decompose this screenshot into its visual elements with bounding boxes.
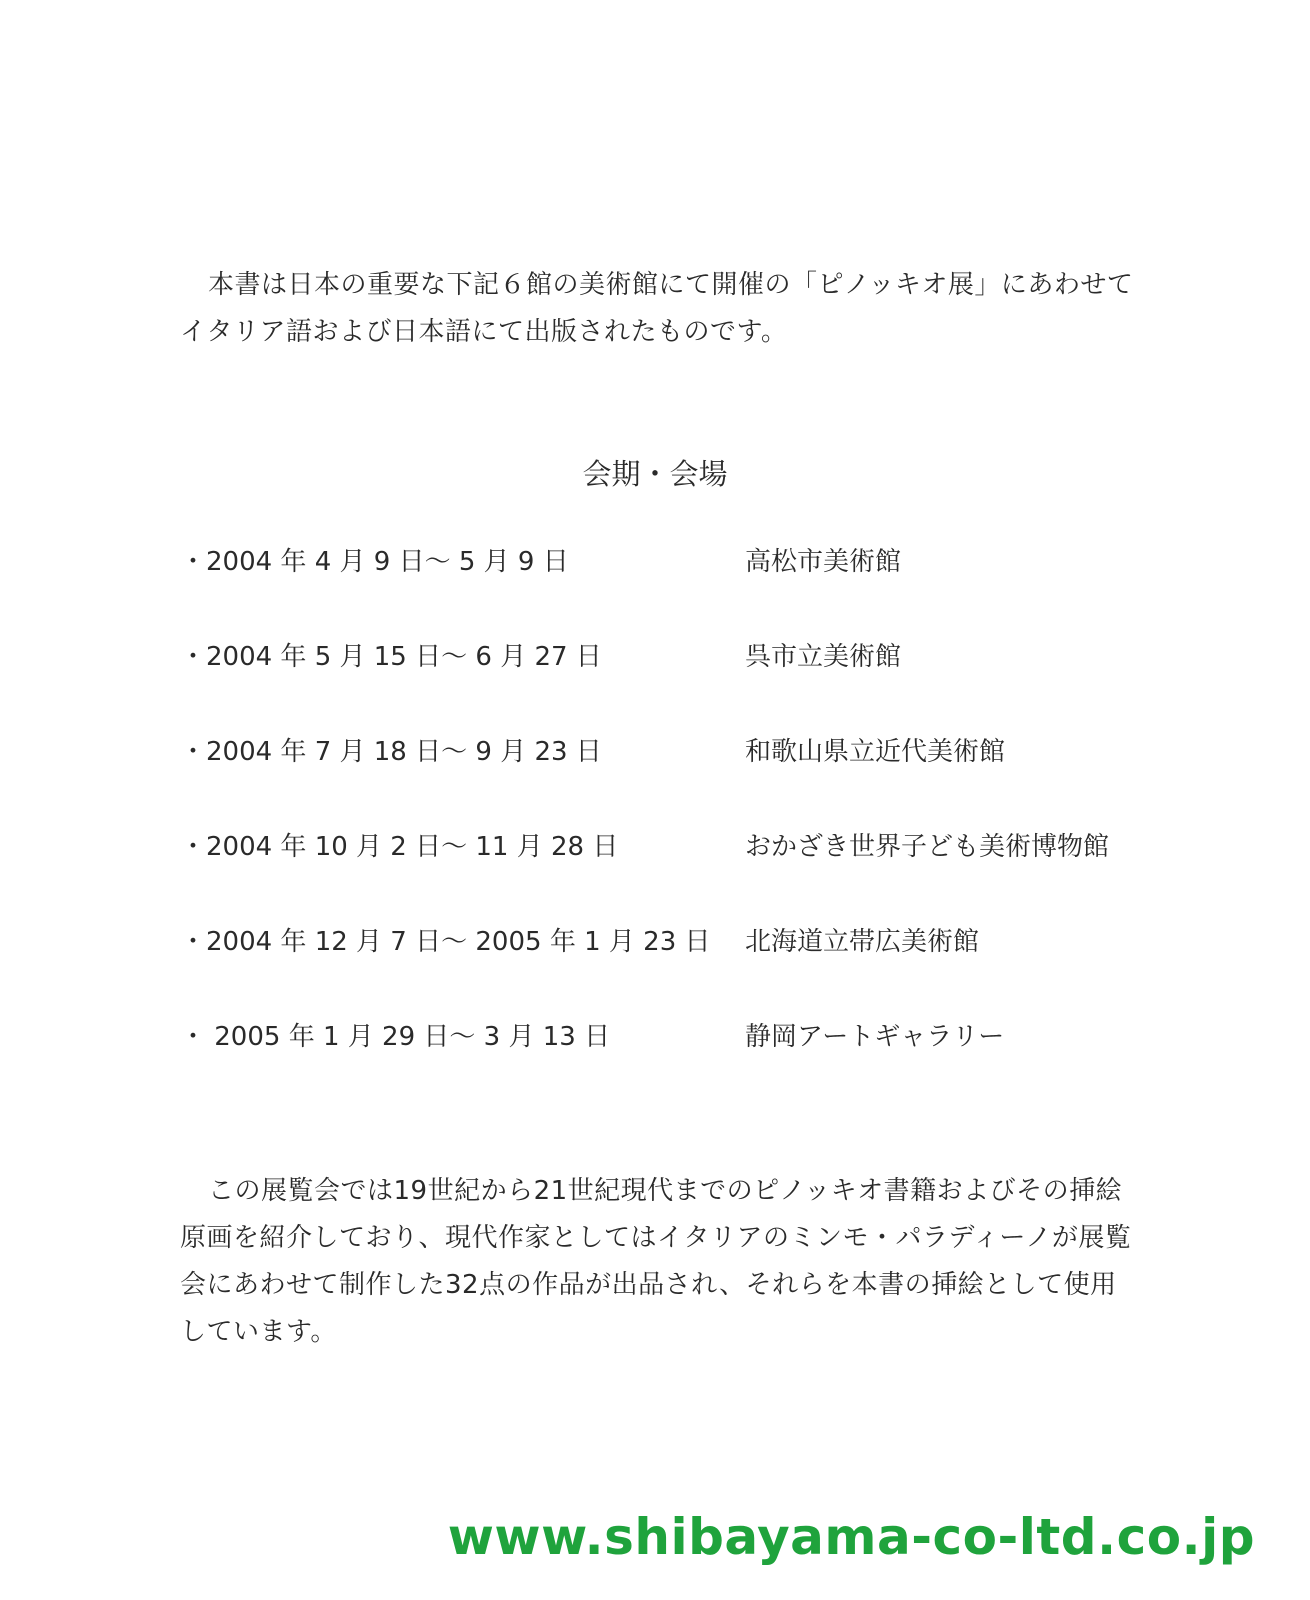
schedule-date: ・ 2005 年 1 月 29 日～ 3 月 13 日: [180, 1022, 611, 1052]
schedule-row: [180, 1017, 1140, 1112]
schedule-date: ・2004 年 5 月 15 日～ 6 月 27 日: [180, 642, 602, 672]
schedule-row: [180, 542, 1140, 637]
schedule-date: ・2004 年 4 月 9 日～ 5 月 9 日: [180, 547, 569, 577]
schedule-heading: 会期・会場: [582, 457, 728, 491]
website-watermark: www.shibayama-co-ltd.co.jp: [447, 1508, 1255, 1566]
schedule-venue: おかざき世界子ども美術博物館: [745, 832, 1110, 862]
schedule-venue: 高松市美術館: [745, 547, 902, 577]
outro-paragraph: この展覧会では19世紀から21世紀現代までのピノッキオ書籍およびその挿絵原画を紹介しており、現代作家としてはイタリアのミンモ・パラディーノが展覧会にあわせて制作した32点の作品が出品され、それらを本書の挿絵として使用しています。: [180, 1176, 1132, 1347]
schedule-row: [180, 922, 1140, 1017]
schedule-venue: 静岡アートギャラリー: [745, 1022, 1005, 1052]
schedule-row: [180, 827, 1140, 922]
schedule-row: [180, 732, 1140, 827]
schedule-row: [180, 637, 1140, 732]
intro-paragraph: 本書は日本の重要な下記６館の美術館にて開催の「ピノッキオ展」にあわせてイタリア語および日本語にて出版されたものです。: [180, 270, 1134, 347]
schedule-venue: 和歌山県立近代美術館: [745, 737, 1006, 767]
schedule-date: ・2004 年 10 月 2 日～ 11 月 28 日: [180, 832, 619, 862]
schedule-venue: 呉市立美術館: [745, 642, 902, 672]
schedule-venue: 北海道立帯広美術館: [745, 927, 980, 957]
schedule-list: [180, 542, 1140, 1112]
schedule-date: ・2004 年 12 月 7 日～ 2005 年 1 月 23 日: [180, 927, 711, 957]
schedule-date: ・2004 年 7 月 18 日～ 9 月 23 日: [180, 737, 602, 767]
